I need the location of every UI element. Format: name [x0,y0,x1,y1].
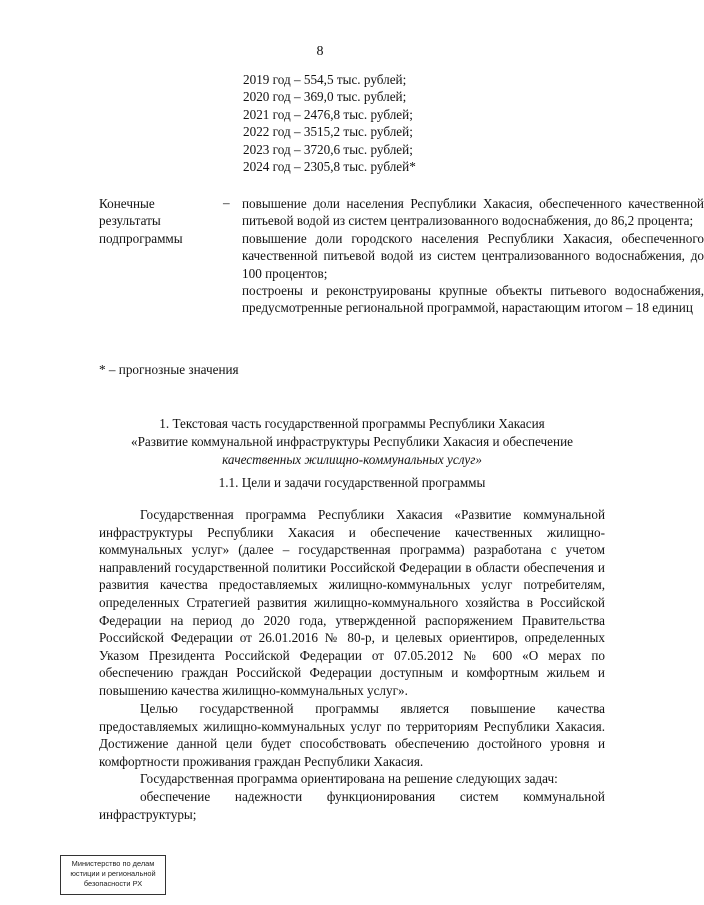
section-title [99,415,605,468]
funding-item: 2019 год – 554,5 тыс. рублей; [243,72,407,87]
funding-list [243,71,416,175]
label-line: Конечные [99,196,155,211]
label-dash: – [223,195,230,210]
final-results-text [242,195,704,317]
section-title-line: качественных жилищно-коммунальных услуг» [222,451,482,467]
funding-item: 2020 год – 369,0 тыс. рублей; [243,89,407,105]
label-line: подпрограммы [99,230,183,246]
section-title-line: «Развитие коммунальной инфраструктуры Республики Хакасия и обеспечение [130,433,574,449]
result-item: повышение доли населения Республики Хакасия, обеспеченного качественной питьевой водой из систем централизованного водоснабжения, до 86,2 процента; [242,196,704,229]
paragraph: Государственная программа Республики Хакасия «Развитие коммунальной инфраструктуры Республики Хакасия и обеспечение качественных жилищно-коммунальных услуг» (далее – государственная программа) разработана с учетом направлений государственной политики Российской Федерации в области обеспечения и развития качества предоставляемых жилищно-коммунальных услуг потребителям, определенных Стратегией развития жилищно-коммунального хозяйства в Российской Федерации на период до 2020 года, утвержденной распоряжением Правительства Российской Федерации от 26.01.2016 № 80-р, и целевых ориентиров, определенных Указом Президента Российской Федерации от 07.05.2012 № 600 «О мерах по обеспечению граждан Российской Федерации доступным и комфортным жильем и повышению качества жилищно-коммунальных услуг». [99,507,605,698]
funding-item: 2024 год – 2305,8 тыс. рублей* [243,159,416,175]
funding-item: 2023 год – 3720,6 тыс. рублей; [243,141,413,157]
section-title-line: 1. Текстовая часть государственной программы Республики Хакасия [159,416,545,431]
page-number: 8 [316,44,324,59]
footnote: * – прогнозные значения [99,362,239,377]
paragraph: обеспечение надежности функционирования систем коммунальной инфраструктуры; [99,789,605,822]
stamp-line: Министерство по делам [71,859,155,868]
ministry-stamp [60,855,166,895]
paragraph: Целью государственной программы является повышение качества предоставляемых жилищно-коммунальных услуг по территориям Республики Хакасия. Достижение данной цели будет способствовать обеспечению достойного уровня и комфортности проживания граждан Республики Хакасия. [99,701,605,769]
subsection-title: 1.1. Цели и задачи государственной программы [218,475,486,490]
stamp-line: безопасности РХ [83,879,143,888]
result-item: повышение доли городского населения Республики Хакасия, обеспеченного качественной питьевой водой из систем централизованного водоснабжения, до 100 процентов; [242,230,704,281]
stamp-line: юстиции и региональной [70,869,156,878]
funding-item: 2022 год – 3515,2 тыс. рублей; [243,124,413,140]
funding-item: 2021 год – 2476,8 тыс. рублей; [243,106,413,122]
result-item: построены и реконструированы крупные объекты питьевого водоснабжения, предусмотренные региональной программой, нарастающим итогом – 18 единиц [242,283,704,316]
final-results-label [99,195,183,247]
paragraph: Государственная программа ориентирована на решение следующих задач: [140,771,558,786]
label-line: результаты [99,213,161,229]
